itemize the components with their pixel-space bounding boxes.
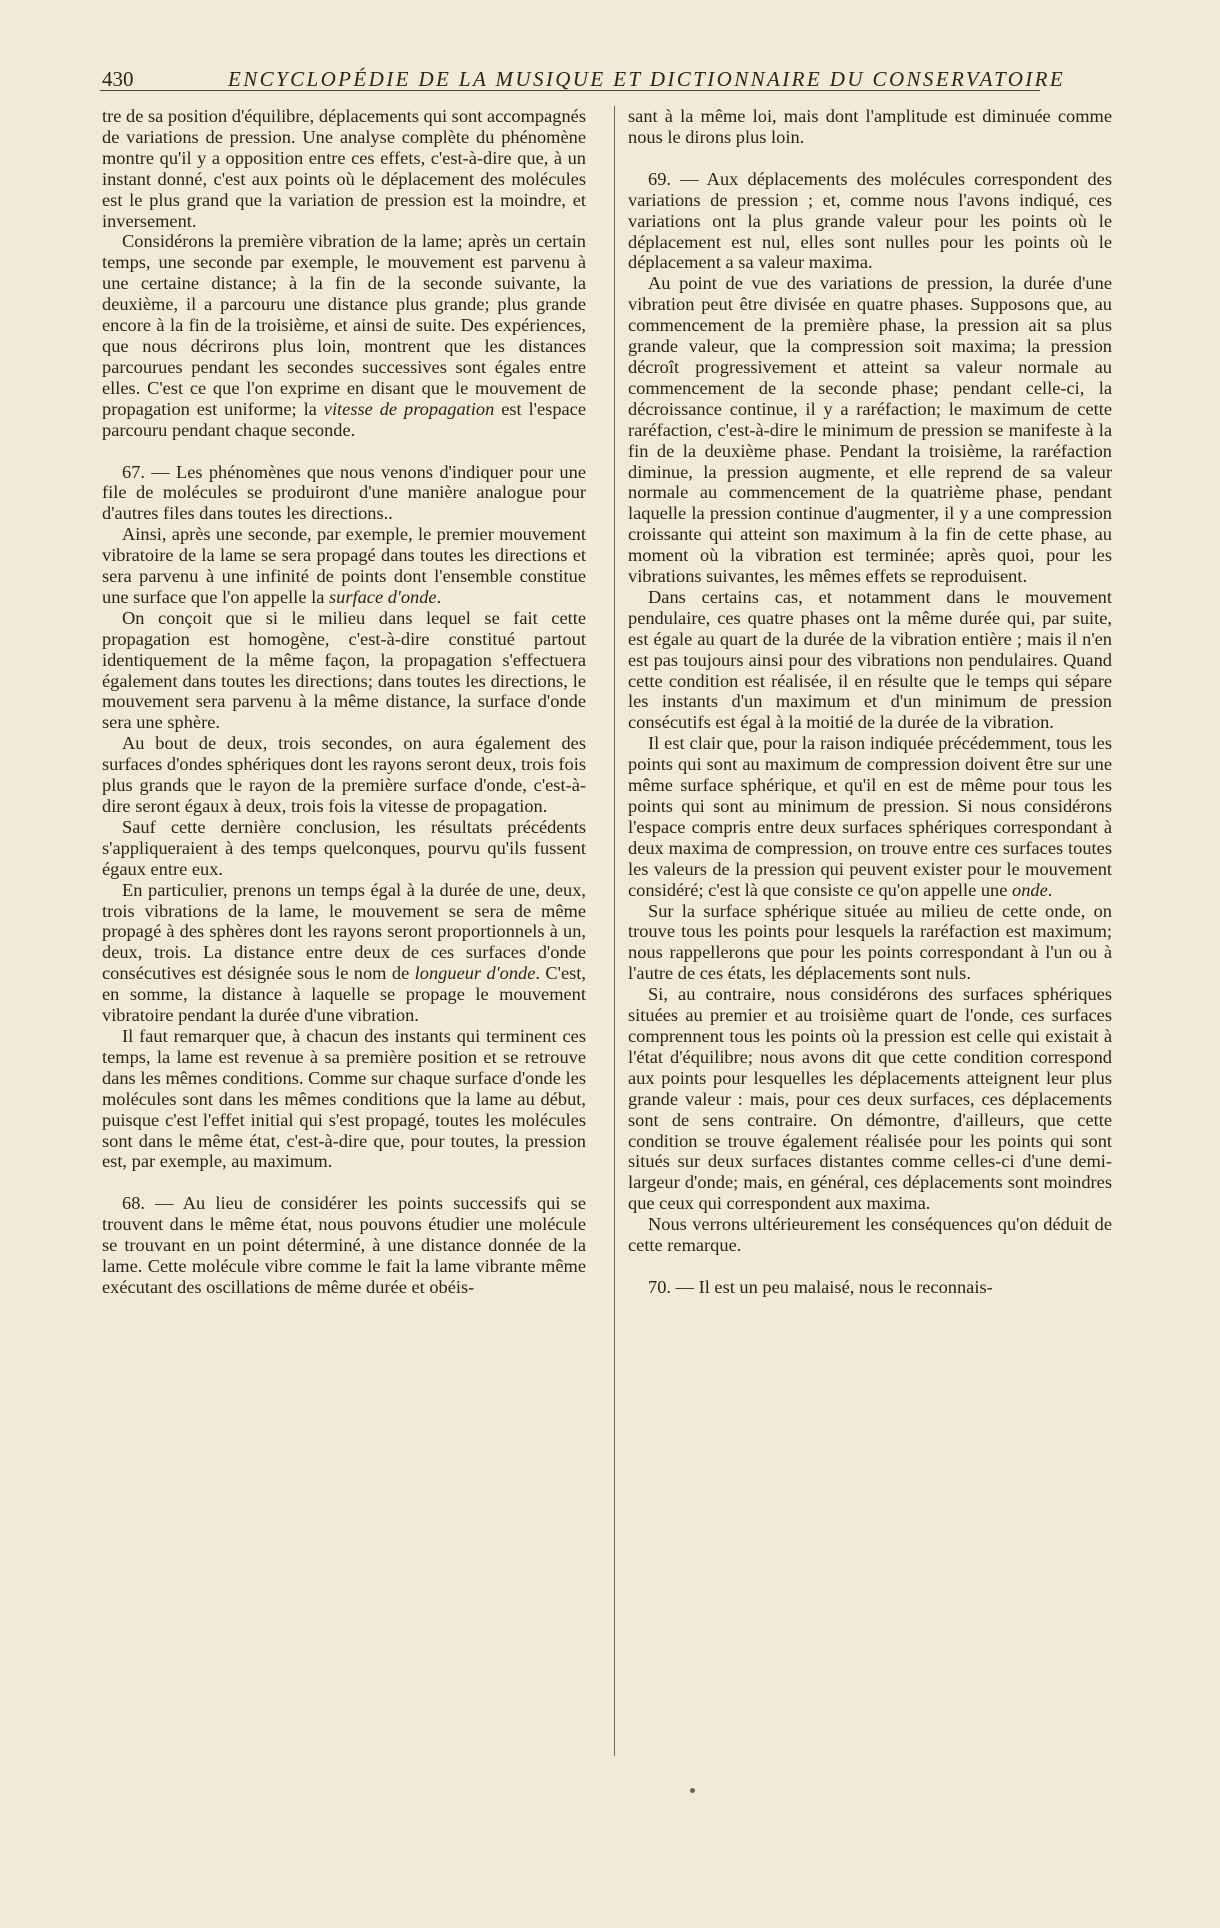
paragraph: Si, au contraire, nous considérons des surfaces sphériques situées au premier et au troisième quart de l'onde, ces surfaces comprennent tous les points où la pression est celle qui existait à l'état d'équilibre; nous avons dit que cette condition correspond aux points pour lesquelles les déplacements atteignent leur plus grande valeur : mais, pour ces deux surfaces, ces déplacements sont de sens contraire. On démontre, d'ailleurs, que cette condition se trouve également réalisée pour les points qui sont situés sur deux surfaces distantes comme celles-ci d'une demi-largeur d'onde; mais, en général, ces déplacements sont moindres que ceux qui correspondent aux maxima. bbox=[628, 984, 1112, 1214]
column-divider bbox=[614, 106, 615, 1756]
paragraph: Sauf cette dernière conclusion, les résultats précédents s'appliqueraient à des temps quelconques, pourvu qu'ils fussent égaux entre eux. bbox=[102, 816, 586, 879]
running-title: ENCYCLOPÉDIE DE LA MUSIQUE ET DICTIONNAIRE DU CONSERVATOIRE bbox=[228, 67, 1066, 91]
paragraph: Au bout de deux, trois secondes, on aura également des surfaces d'ondes sphériques dont les rayons seront deux, trois fois plus grands que le rayon de la première surface d'onde, c'est-à-dire seront égaux à deux, trois fois la vitesse de propagation. bbox=[102, 733, 586, 816]
term-onde: onde bbox=[1012, 879, 1048, 900]
term-surface-d-onde: surface d'onde bbox=[328, 586, 437, 607]
term-longueur-d-onde: longueur d'onde bbox=[414, 963, 536, 984]
paragraph: En particulier, prenons un temps égal à la durée de une, deux, trois vibrations de la lame, le mouvement se sera de même propagé à des sphères dont les rayons seront proportionnels à un, deux, trois. La distance entre deux de ces surfaces d'onde consécutives est désignée sous le nom de longueur d'onde. C'est, en somme, la distance à laquelle se propage le mouvement vibratoire pendant la durée d'une vibration. bbox=[102, 879, 586, 1026]
paragraph: tre de sa position d'équilibre, déplacements qui sont accompagnés de variations de pression. Une analyse complète du phénomène montre qu'il y a opposition entre ces effets, c'est-à-dire que, à un instant donné, c'est aux points où le déplacement des molécules est le plus grand que la variation de pression est la moindre, et inversement. bbox=[102, 106, 586, 231]
term-vitesse-de-propagation: vitesse de propagation bbox=[323, 398, 495, 419]
paragraph: On conçoit que si le milieu dans lequel se fait cette propagation est homogène, c'est-à-dire constitué partout identiquement de la même façon, la propagation s'effectuera également dans toutes les directions; dans toutes les directions, le mouvement sera parvenu à la même distance, la surface d'onde sera une sphère. bbox=[102, 607, 586, 733]
paragraph: Il est clair que, pour la raison indiquée précédemment, tous les points qui sont au maximum de compression doivent être sur une même surface sphérique, et qu'il en est de même pour tous les points qui sont au minimum de pression. Si nous considérons l'espace compris entre deux surfaces sphériques correspondant à deux maxima de compression, on trouve entre ces surfaces toutes les valeurs de la pression qui peuvent exister pour le mouvement considéré; c'est là que consiste ce qu'on appelle une onde. bbox=[628, 733, 1112, 900]
paragraph: Sur la surface sphérique située au milieu de cette onde, on trouve tous les points pour lesquels la raréfaction est maximum; nous rappellerons que pour les points correspondant à l'un ou à l'autre de ces états, les déplacements sont nuls. bbox=[628, 900, 1112, 984]
right-column bbox=[628, 106, 1112, 1298]
section-68-paragraph: 68. — Au lieu de considérer les points successifs qui se trouvent dans le même état, nous pouvons étudier une molécule se trouvant en un point déterminé, à une distance donnée de la lame. Cette molécule vibre comme le fait la lame vibrante même exécutant des oscillations de même durée et obéis- bbox=[102, 1193, 586, 1297]
paragraph: Considérons la première vibration de la lame; après un certain temps, une seconde par exemple, le mouvement est parvenu à une certaine distance; à la fin de la seconde suivante, la deuxième, il a parcouru une distance plus grande; plus grande encore à la fin de la troisième, et ainsi de suite. Des expériences, que nous décrirons plus loin, montrent que les distances parcourues pendant les secondes successives sont égales entre elles. C'est ce que l'on exprime en disant que le mouvement de propagation est uniforme; la vitesse de propagation est l'espace parcouru pendant chaque seconde. bbox=[102, 231, 586, 440]
paragraph: Nous verrons ultérieurement les conséquences qu'on déduit de cette remarque. bbox=[628, 1214, 1112, 1256]
section-67-paragraph: 67. — Les phénomènes que nous venons d'indiquer pour une file de molécules se produiront d'une manière analogue pour d'autres files dans toutes les directions.. bbox=[102, 461, 586, 524]
left-column bbox=[102, 106, 586, 1298]
page-number: 430 bbox=[102, 67, 134, 91]
paragraph: sant à la même loi, mais dont l'amplitude est diminuée comme nous le dirons plus loin. bbox=[628, 106, 1112, 147]
paragraph: Ainsi, après une seconde, par exemple, le premier mouvement vibratoire de la lame se sera propagé dans toutes les directions et sera parvenu à une infinité de points dont l'ensemble constitue une surface que l'on appelle la surface d'onde. bbox=[102, 524, 586, 607]
running-header bbox=[100, 67, 1066, 91]
section-69-paragraph: 69. — Aux déplacements des molécules correspondent des variations de pression ; et, comme nous l'avons indiqué, ces variations ont la plus grande valeur pour les points où le déplacement est nul, elles sont nulles pour les points où le déplacement a sa valeur maxima. bbox=[628, 168, 1112, 273]
paragraph: Au point de vue des variations de pression, la durée d'une vibration peut être divisée en quatre phases. Supposons que, au commencement de la première phase, la pression ait sa plus grande valeur, que la compression soit maxima; la pression décroît progressivement et atteint sa valeur normale au commencement de la seconde phase; pendant celle-ci, la décroissance continue, il y a raréfaction; le maximum de cette raréfaction, c'est-à-dire le minimum de pression se manifeste à la fin de la deuxième phase. Pendant la troisième, la raréfaction diminue, la pression augmente, et elle reprend de sa valeur normale au commencement de la quatrième phase, pendant laquelle la pression continue d'augmenter, il y a une compression croissante qui atteint son maximum à la fin de cette phase, au moment où la vibration est terminée; après quoi, pour les vibrations suivantes, les mêmes effets se reproduisent. bbox=[628, 273, 1112, 587]
paragraph: Dans certains cas, et notamment dans le mouvement pendulaire, ces quatre phases ont la même durée qui, par suite, est égale au quart de la durée de la vibration entière ; mais il n'en est pas toujours ainsi pour des vibrations non pendulaires. Quand cette condition est réalisée, il en résulte que le temps qui sépare les instants d'un maximum et d'un minimum de pression consécutifs est égal à la moitié de la durée de la vibration. bbox=[628, 586, 1112, 733]
ink-spot bbox=[690, 1788, 695, 1793]
paragraph: Il faut remarquer que, à chacun des instants qui terminent ces temps, la lame est revenue à sa première position et se retrouve dans les mêmes conditions. Comme sur chaque surface d'onde les molécules sont dans les mêmes conditions que la lame au début, puisque c'est l'effet initial qui s'est propagé, toutes les molécules sont dans le même état, c'est-à-dire que, pour toutes, la pression est, par exemple, au maximum. bbox=[102, 1025, 586, 1172]
section-70-paragraph: 70. — Il est un peu malaisé, nous le reconnais- bbox=[648, 1276, 993, 1297]
